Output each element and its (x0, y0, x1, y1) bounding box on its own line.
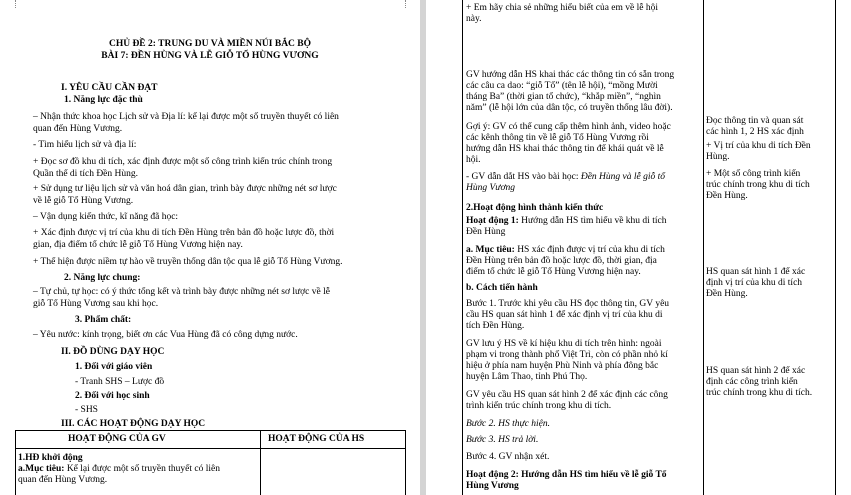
table-cell-text: HS quan sát hình 2 để xác (706, 366, 806, 376)
text-line: về lễ giỗ Tổ Hùng Vương. (33, 196, 134, 206)
table-cell-text: hướng dẫn HS khai thác thông tin để khái quát về lễ (466, 144, 664, 154)
table-cell-text: Bước 3. HS trả lời. (466, 435, 539, 445)
text-line: Quần thể di tích Đền Hùng. (33, 169, 139, 179)
table-cell-text: năm” (lễ hội lớn của dân tộc, có truyền thống lâu đời). (466, 103, 673, 113)
text-line: quan đến Hùng Vương. (33, 124, 123, 134)
table-cell-text: định vị trí của khu di tích (706, 278, 803, 288)
table-border (15, 430, 406, 431)
text-line: - Tranh SHS – Lược đồ (75, 377, 165, 387)
table-cell-text: định các công trình kiến (706, 377, 798, 387)
lesson-heading: BÀI 7: ĐỀN HÙNG VÀ LỄ GIỖ TỔ HÙNG VƯƠNG (101, 51, 319, 61)
table-cell-text: điểm tổ chức lễ giỗ Tổ Hùng Vương hiện nay. (466, 267, 641, 277)
table-border (462, 0, 463, 495)
table-cell-text: các câu ca dao: “giỗ Tổ” (tên lễ hội), “mồng Mười (466, 81, 658, 91)
table-cell-text: Bước 2. HS thực hiện. (466, 419, 551, 429)
table-cell-text: a. Mục tiêu: HS xác định được vị trí của khu di tích (466, 245, 665, 255)
table-cell-text: + Một số công trình kiến (706, 169, 801, 179)
table-cell-heading: Hùng Vương (466, 481, 519, 491)
table-cell-text: quan đến Hùng Vương. (18, 475, 108, 485)
table-cell-text: + Vị trí của khu di tích Đền (706, 141, 811, 151)
table-cell-text: Đọc thông tin và quan sát (706, 116, 804, 126)
table-cell-text: HS quan sát hình 1 để xác (706, 267, 806, 277)
subsection-heading: 1. Năng lực đặc thù (64, 95, 143, 105)
text-line: + Sử dụng tư liệu lịch sử và văn hoá dân gian, trình bày được những nét sơ lược (33, 184, 337, 194)
table-cell-text: huyện Lâm Thao, tỉnh Phú Thọ. (466, 372, 588, 382)
table-cell-text: Hùng. (706, 152, 730, 162)
table-cell-text: Gợi ý: GV có thể cung cấp thêm hình ảnh, video hoặc (466, 122, 671, 132)
text-line: - Tìm hiểu lịch sử và địa lí: (33, 140, 137, 150)
right-page (426, 0, 851, 495)
table-cell-text: này. (466, 14, 482, 24)
table-cell-text: tích Đền Hùng. (466, 321, 525, 331)
table-border (703, 0, 704, 495)
table-border (15, 448, 406, 449)
text-line: – Yêu nước: kính trọng, biết ơn các Vua Hùng đã có công dựng nước. (33, 330, 298, 340)
table-cell-heading: 2.Hoạt động hình thành kiến thức (466, 203, 604, 213)
table-header: HOẠT ĐỘNG CỦA GV (68, 434, 166, 444)
table-cell-text: Hùng Vương (466, 183, 516, 193)
table-cell-text: tháng Ba” (thời gian tổ chức), “khắp miền”, “nghìn (466, 92, 661, 102)
text-line: – Tự chủ, tự học: có ý thức tổng kết và trình bày được những nét sơ lược về lễ (33, 287, 330, 297)
text-line: giỗ Tổ Hùng Vương sau khi học. (33, 299, 159, 309)
text-line: gian, địa điểm tổ chức lễ giỗ Tổ Hùng Vương hiện nay. (33, 240, 243, 250)
table-cell-text: các hình 1, 2 HS xác định (706, 127, 804, 137)
table-cell-text: 1.HĐ khởi động (18, 453, 83, 463)
table-cell-text: Đền Hùng trên bản đồ hoặc lược đồ, thời gian, địa (466, 256, 657, 266)
section-heading: II. ĐỒ DÙNG DẠY HỌC (61, 347, 165, 357)
table-cell-text: Đền Hùng. (706, 191, 748, 201)
text-line: + Đọc sơ đồ khu di tích, xác định được một số công trình kiến trúc chính trong (33, 157, 333, 167)
table-cell-heading: b. Cách tiến hành (466, 283, 538, 293)
text-line: + Thể hiện được niềm tự hào về truyền thống dân tộc qua lễ giỗ Tổ Hùng Vương. (33, 257, 343, 267)
table-cell-text: GV yêu cầu HS quan sát hình 2 để xác định các công (466, 390, 668, 400)
table-cell-text: GV hướng dẫn HS khai thác các thông tin có sẵn trong (466, 70, 675, 80)
table-cell-text: trúc chính trong khu di tích. (706, 388, 813, 398)
table-header: HOẠT ĐỘNG CỦA HS (268, 434, 365, 444)
table-cell-text: các kênh thông tin về lễ giỗ Tổ Hùng Vương rồi (466, 133, 649, 143)
table-cell-text: trình kiến trúc chính trong khu di tích. (466, 401, 612, 411)
margin-guide (405, 0, 406, 8)
table-border (835, 0, 836, 495)
table-cell-text: Hoạt động 1: Hướng dẫn HS tìm hiểu về khu di tích (466, 216, 667, 226)
table-cell-text: hiệu ở phía nam huyện Phù Ninh và phía đông bắc (466, 361, 659, 371)
text-line: - SHS (75, 405, 98, 415)
left-page (0, 0, 420, 495)
table-cell-text: Đền Hùng (466, 227, 506, 237)
table-cell-text: trúc chính trong khu di tích (706, 180, 810, 190)
table-cell-text: - GV dẫn dắt HS vào bài học: Đền Hùng và lễ giỗ tổ (466, 172, 666, 182)
section-heading: III. CÁC HOẠT ĐỘNG DẠY HỌC (61, 419, 206, 429)
table-cell-text: phạm vi trong thành phố Việt Trì, còn có phần nhỏ kí (466, 350, 668, 360)
subsection-heading: 2. Năng lực chung: (64, 273, 141, 283)
table-border (260, 430, 261, 495)
table-cell-text: Đền Hùng. (706, 289, 748, 299)
subsection-heading: 1. Đối với giáo viên (75, 362, 153, 372)
margin-guide (15, 0, 16, 8)
table-cell-text: hội. (466, 155, 481, 165)
table-border (405, 430, 406, 495)
topic-heading: CHỦ ĐỀ 2: TRUNG DU VÀ MIỀN NÚI BẮC BỘ (108, 39, 312, 49)
table-border (15, 430, 16, 495)
table-cell-text: GV lưu ý HS về kí hiệu khu di tích trên hình: ngoài (466, 339, 662, 349)
subsection-heading: 3. Phẩm chất: (75, 315, 132, 325)
text-line: + Xác định được vị trí của khu di tích Đền Hùng trên bản đồ hoặc lược đồ, thời (33, 228, 335, 238)
section-heading: I. YÊU CẦU CẦN ĐẠT (61, 83, 158, 93)
table-cell-text: Bước 4. GV nhận xét. (466, 452, 550, 462)
table-cell-text: Bước 1. Trước khi yêu cầu HS đọc thông tin, GV yêu (466, 299, 670, 309)
table-cell-text: cầu HS quan sát hình 1 để xác định vị trí của khu di (466, 310, 663, 320)
text-line: – Nhận thức khoa học Lịch sử và Địa lí: kể lại được một số truyền thuyết có liên (33, 112, 339, 122)
table-cell-text: a.Mục tiêu: Kể lại được một số truyền thuyết có liên (18, 464, 220, 474)
text-line: – Vận dụng kiến thức, kĩ năng đã học: (33, 212, 179, 222)
table-cell-heading: Hoạt động 2: Hướng dẫn HS tìm hiểu về lễ giỗ Tổ (466, 470, 667, 480)
table-cell-text: + Em hãy chia sẻ những hiểu biết của em về lễ hội (466, 3, 659, 13)
subsection-heading: 2. Đối với học sinh (75, 391, 150, 401)
